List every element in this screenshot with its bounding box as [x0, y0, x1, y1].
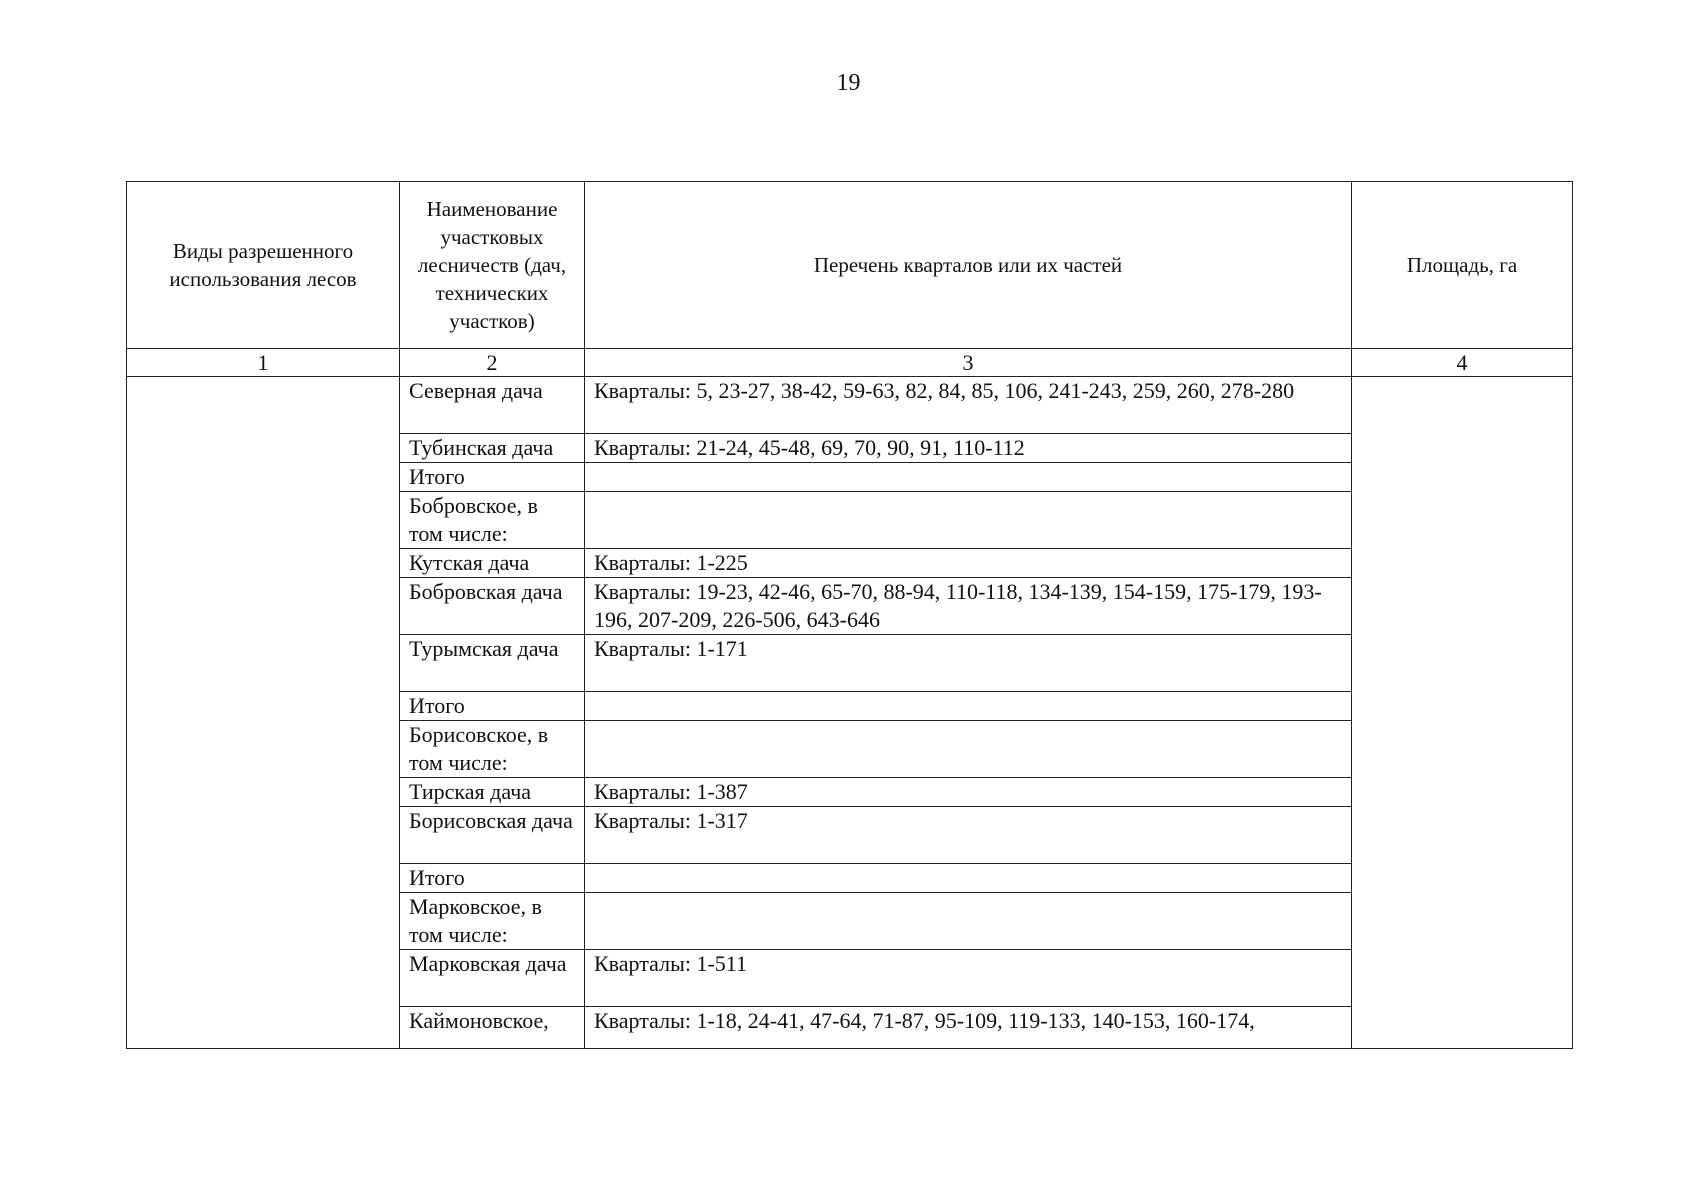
- subtotal-label: Итого: [400, 864, 585, 893]
- quarters-list: [585, 721, 1352, 778]
- quarters-list: Кварталы: 1-225: [585, 549, 1352, 578]
- quarters-list: [585, 692, 1352, 721]
- use-type-cell: [127, 377, 400, 1049]
- table-row: [127, 377, 1573, 434]
- header-use-types: Виды разрешенного использования лесов: [127, 182, 400, 349]
- forestry-name: Бобровская дача: [400, 578, 585, 635]
- column-number: 2: [400, 349, 585, 377]
- table-header-row: [127, 182, 1573, 349]
- header-forestry-name: Наименование участковых лесничеств (дач, технических участков): [400, 182, 585, 349]
- forestry-name: Марковская дача: [400, 950, 585, 1007]
- quarters-list: Кварталы: 19-23, 42-46, 65-70, 88-94, 110-118, 134-139, 154-159, 175-179, 193-196, 207-209, 226-506, 643-646: [585, 578, 1352, 635]
- forestry-name: Каймоновское,: [400, 1007, 585, 1049]
- subtotal-label: Итого: [400, 463, 585, 492]
- column-number: 1: [127, 349, 400, 377]
- column-number: 3: [585, 349, 1352, 377]
- area-cell: [1352, 377, 1573, 1049]
- forestry-name: Тирская дача: [400, 778, 585, 807]
- column-number: 4: [1352, 349, 1573, 377]
- column-numbers-row: [127, 349, 1573, 377]
- forestry-name: Турымская дача: [400, 635, 585, 692]
- quarters-list: [585, 893, 1352, 950]
- forestry-name: Марковское, в том числе:: [400, 893, 585, 950]
- forestry-name: Кутская дача: [400, 549, 585, 578]
- header-area: Площадь, га: [1352, 182, 1573, 349]
- quarters-list: Кварталы: 21-24, 45-48, 69, 70, 90, 91, 110-112: [585, 434, 1352, 463]
- forestry-name: Северная дача: [400, 377, 585, 434]
- forestry-name: Борисовское, в том числе:: [400, 721, 585, 778]
- page-number: 19: [836, 70, 861, 96]
- forestry-name: Борисовская дача: [400, 807, 585, 864]
- quarters-list: [585, 463, 1352, 492]
- subtotal-label: Итого: [400, 692, 585, 721]
- quarters-list: Кварталы: 1-171: [585, 635, 1352, 692]
- quarters-list: Кварталы: 1-18, 24-41, 47-64, 71-87, 95-109, 119-133, 140-153, 160-174,: [585, 1007, 1352, 1049]
- quarters-list: Кварталы: 1-387: [585, 778, 1352, 807]
- quarters-list: Кварталы: 1-511: [585, 950, 1352, 1007]
- quarters-list: Кварталы: 1-317: [585, 807, 1352, 864]
- quarters-list: [585, 492, 1352, 549]
- quarters-list: [585, 864, 1352, 893]
- forest-use-table: [126, 181, 1573, 1049]
- quarters-list: Кварталы: 5, 23-27, 38-42, 59-63, 82, 84, 85, 106, 241-243, 259, 260, 278-280: [585, 377, 1352, 434]
- header-quarters-list: Перечень кварталов или их частей: [585, 182, 1352, 349]
- forestry-name: Бобровское, в том числе:: [400, 492, 585, 549]
- forestry-name: Тубинская дача: [400, 434, 585, 463]
